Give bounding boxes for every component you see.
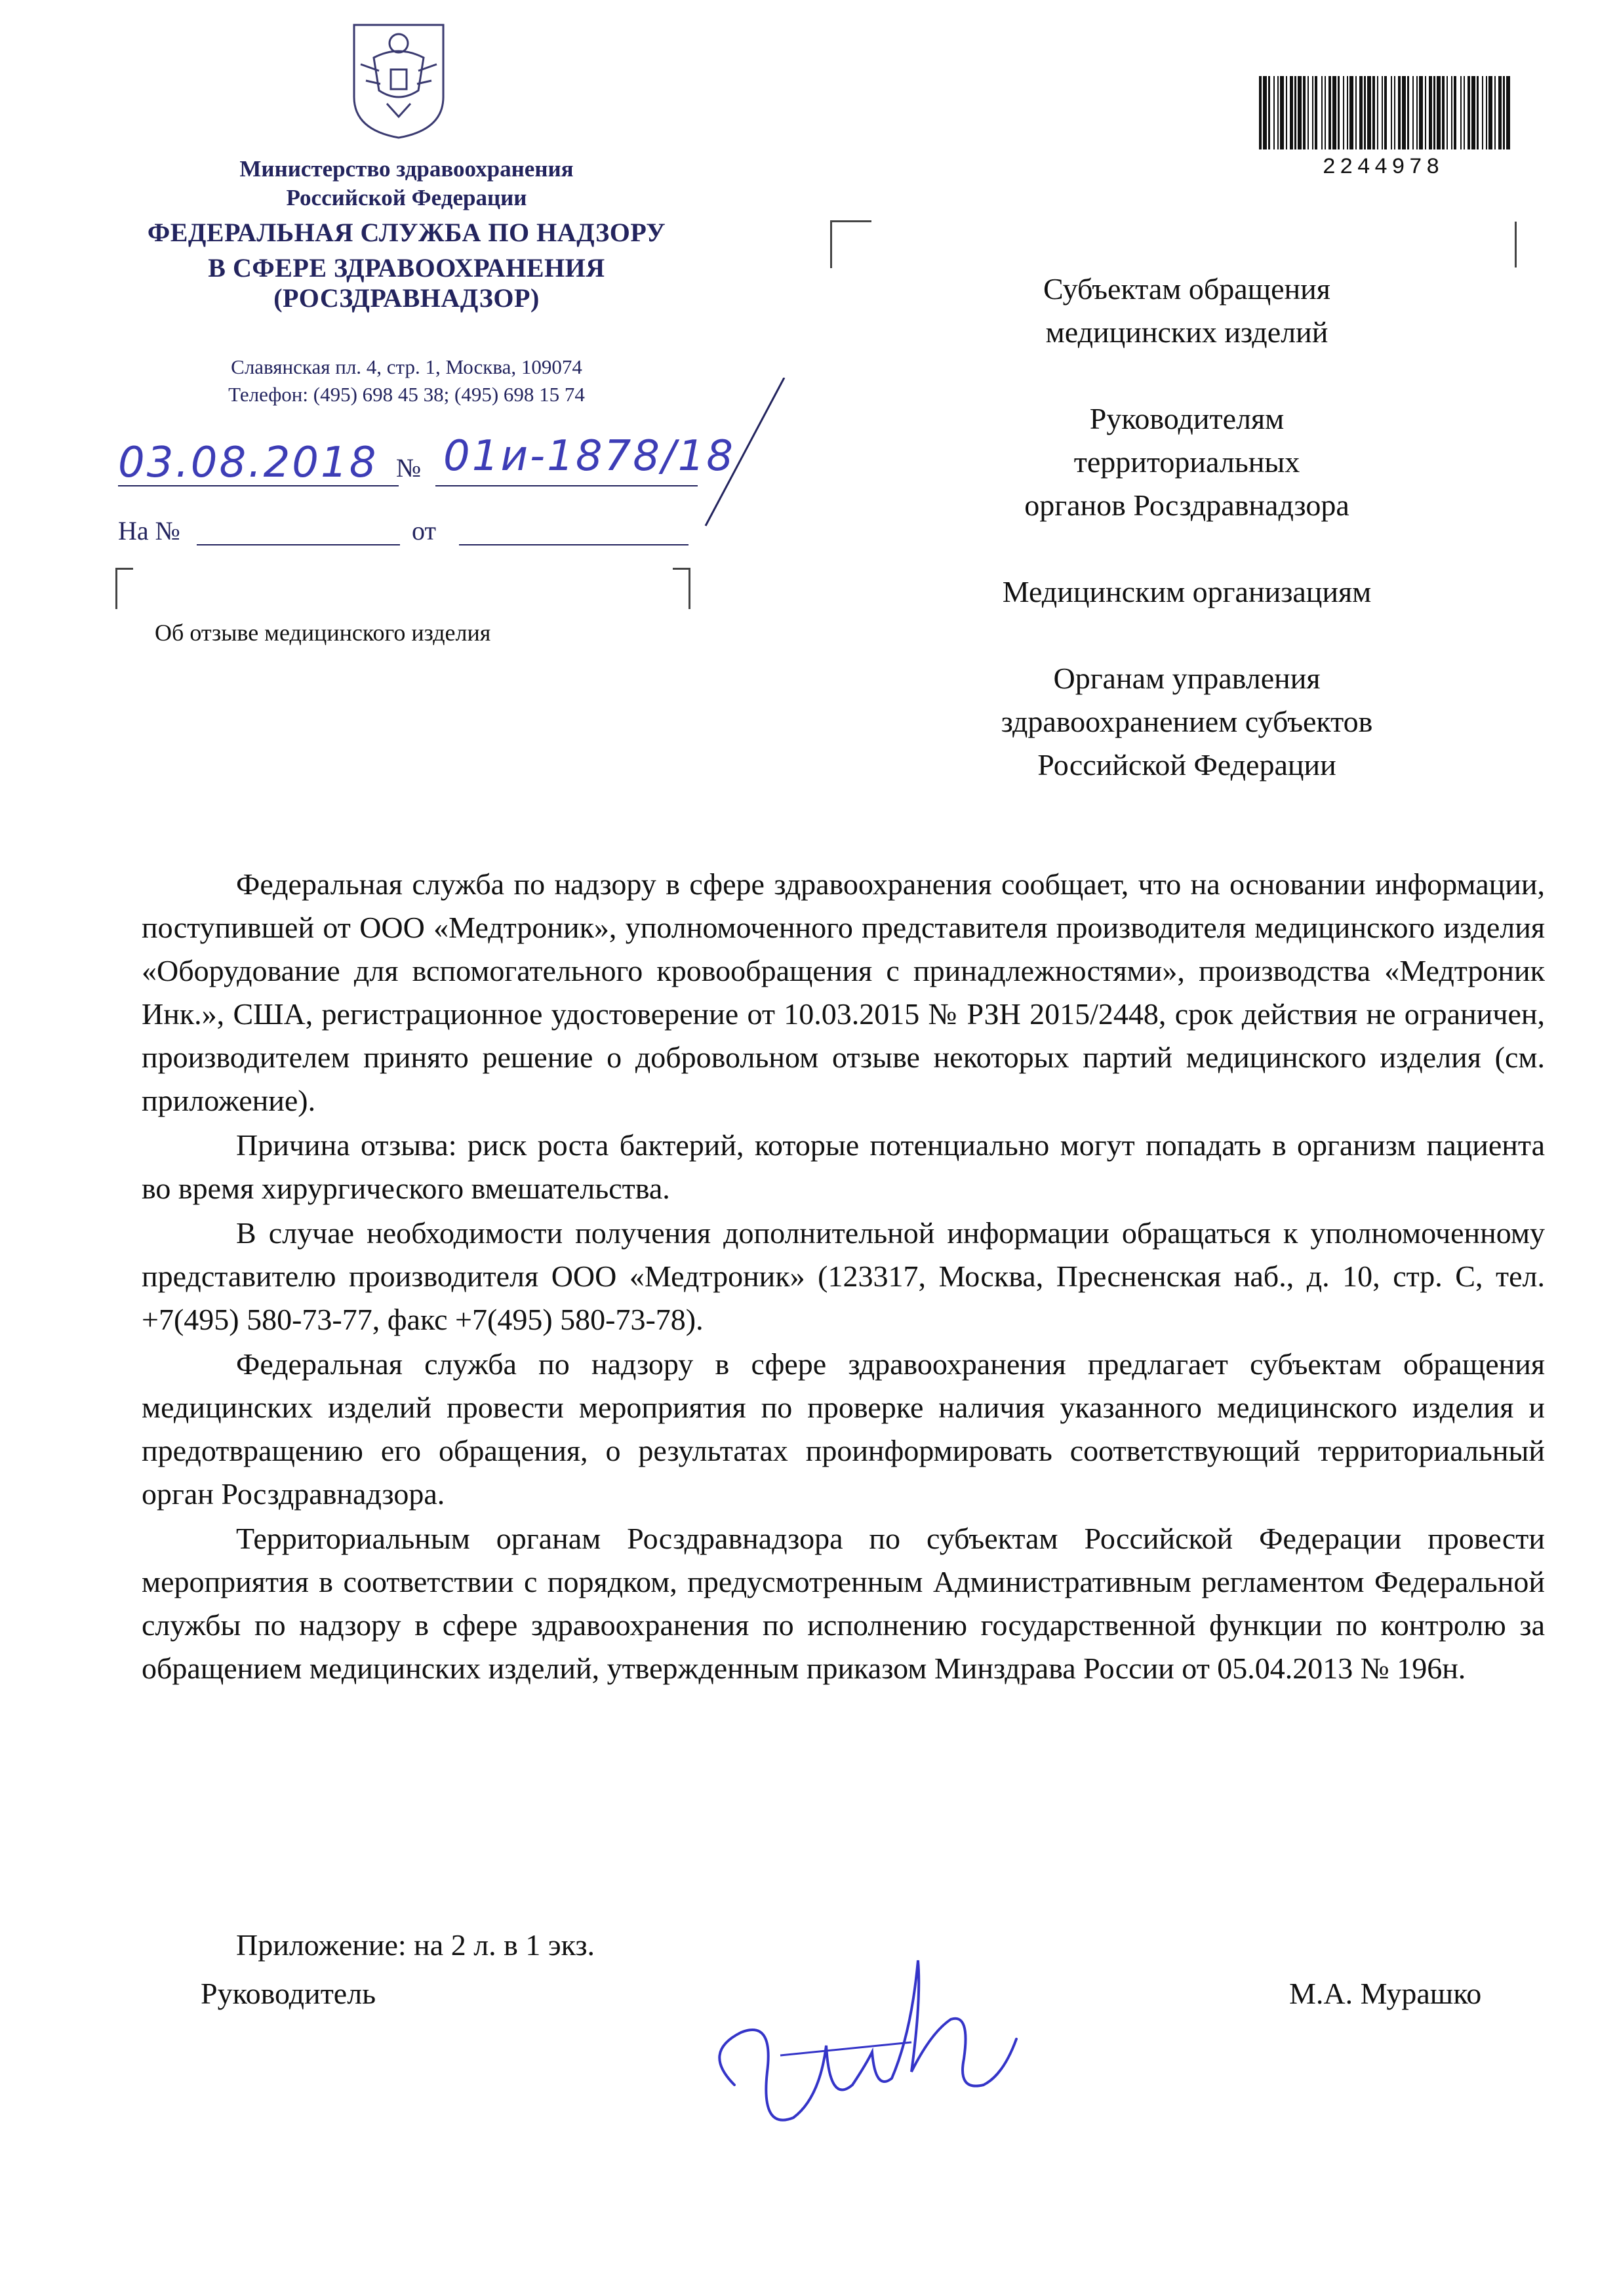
barcode-bar [1347, 76, 1348, 149]
phone-line: Телефон: (495) 698 45 38; (495) 698 15 74 [228, 383, 585, 406]
barcode-bar [1486, 76, 1487, 149]
barcode-bar [1298, 76, 1302, 149]
barcode-bar [1268, 76, 1270, 149]
barcode-bar [1477, 76, 1479, 149]
barcode-bar [1482, 76, 1483, 149]
barcode-number: 2244978 [1322, 155, 1444, 180]
barcode-bar [1429, 76, 1432, 149]
barcode-bar [1382, 76, 1383, 149]
addressee-line: медицинских изделий [1045, 315, 1328, 349]
barcode-bar [1498, 76, 1502, 149]
barcode-bar [1321, 76, 1323, 149]
barcode-bar [1355, 76, 1357, 149]
barcode-bar [1364, 76, 1366, 149]
barcode-bar [1454, 76, 1456, 149]
addressee-line: Руководителям [1089, 402, 1285, 435]
addressee-block [905, 267, 1469, 830]
from-date-field [459, 544, 689, 545]
addressee-group [905, 267, 1469, 354]
barcode-bar [1447, 76, 1448, 149]
barcode-bar [1425, 76, 1426, 149]
letter-body [142, 863, 1545, 1692]
barcode-bar [1343, 76, 1344, 149]
addressee-line: Медицинским организациям [1002, 575, 1372, 608]
barcode-bar [1290, 76, 1293, 149]
barcode-bar [1308, 76, 1309, 149]
barcode-bar [1451, 76, 1452, 149]
barcode-bar [1488, 76, 1492, 149]
barcode-bar [1391, 76, 1392, 149]
barcode-bar [1303, 76, 1306, 149]
handwritten-reg-number: 01и-1878/18 [443, 432, 735, 481]
barcode-bar [1273, 76, 1275, 149]
barcode-bar [1398, 76, 1401, 149]
barcode-bar [1494, 76, 1496, 149]
barcode-bar [1359, 76, 1363, 149]
on-number-label: На № [118, 516, 180, 545]
barcode-bars [1255, 73, 1511, 152]
barcode-bar [1433, 76, 1435, 149]
barcode-bar [1263, 76, 1267, 149]
barcode-bar [1503, 76, 1505, 149]
barcode-bar [1416, 76, 1418, 149]
barcode-bar [1460, 76, 1462, 149]
barcode-bar [1506, 76, 1510, 149]
attachment-note: Приложение: на 2 л. в 1 экз. [236, 1928, 595, 1962]
service-name-line-1: ФЕДЕРАЛЬНАЯ СЛУЖБА ПО НАДЗОРУ [147, 218, 666, 247]
addressee-group [905, 570, 1469, 614]
barcode-bar [1437, 76, 1441, 149]
slash-stroke [679, 378, 797, 528]
body-paragraph: Причина отзыва: риск роста бактерий, которые потенциально могут попадать в организм пациента во время хирургического вмешательства. [142, 1128, 1545, 1205]
addressee-line: Российской Федерации [1037, 748, 1336, 782]
barcode-bar [1349, 76, 1353, 149]
date-underline [118, 485, 399, 486]
number-underline [435, 485, 698, 486]
addressee-bracket-right [1515, 222, 1519, 267]
barcode-bar [1367, 76, 1371, 149]
signatory-name: М.А. Мурашко [1289, 1977, 1482, 2010]
barcode-bar [1402, 76, 1406, 149]
barcode-bar [1412, 76, 1414, 149]
ministry-name-line-1: Министерство здравоохранения [239, 156, 574, 182]
subject-bracket-left [115, 568, 133, 609]
barcode-bar [1384, 76, 1387, 149]
barcode-bar [1394, 76, 1395, 149]
handwritten-date: 03.08.2018 [118, 439, 378, 487]
addressee-line: территориальных [1073, 445, 1300, 479]
number-label: № [396, 453, 422, 483]
address-line: Славянская пл. 4, стр. 1, Москва, 109074 [231, 355, 582, 378]
coat-of-arms-emblem [341, 18, 456, 140]
barcode-bar [1471, 76, 1475, 149]
signatory-title: Руководитель [201, 1977, 376, 2010]
barcode [1255, 73, 1511, 191]
barcode-bar [1312, 76, 1313, 149]
addressee-line: Субъектам обращения [1043, 272, 1330, 306]
barcode-bar [1259, 76, 1262, 149]
body-paragraph: Федеральная служба по надзору в сфере здравоохранения предлагает субъектам обращения медицинских изделий провести мероприятия по проверке наличия указанного медицинского изделия и предотвращению его обращения, о результатах проинформировать соответствующий территориальный орган Росздравнадзора. [142, 1347, 1545, 1511]
subject-bracket-right [673, 568, 690, 609]
addressee-line: органов Росздравнадзора [1024, 488, 1349, 522]
addressee-group [905, 397, 1469, 527]
addressee-bracket-left [830, 220, 871, 268]
addressee-line: Органам управления [1053, 662, 1321, 695]
barcode-bar [1442, 76, 1445, 149]
ministry-name-line-2: Российской Федерации [286, 185, 527, 210]
body-paragraph: В случае необходимости получения дополнительной информации обращаться к уполномоченному представителю производителя ООО «Медтроник» (123317, Москва, Пресненская наб., д. 10, стр. С, тел. +7(495) 580-73-77, факс +7(495) 580-73-78). [142, 1216, 1545, 1336]
barcode-bar [1315, 76, 1317, 149]
barcode-bar [1286, 76, 1287, 149]
from-label: от [412, 516, 436, 545]
body-paragraph: Территориальным органам Росздравнадзора по субъектам Российской Федерации провести мероприятия в соответствии с порядком, предусмотренным Административным регламентом Федеральной службы по надзору в сфере здравоохранения по исполнению государственной функции по контролю за обращением медицинских изделий, утвержденным приказом Минздрава России от 05.04.2013 № 196н. [142, 1522, 1545, 1685]
addressee-group [905, 657, 1469, 787]
handwritten-signature [695, 1921, 1036, 2144]
barcode-bar [1467, 76, 1470, 149]
barcode-bar [1332, 76, 1336, 149]
barcode-bar [1407, 76, 1409, 149]
barcode-bar [1328, 76, 1331, 149]
on-number-field [197, 544, 400, 545]
barcode-bar [1372, 76, 1375, 149]
service-name-line-3: (РОСЗДРАВНАДЗОР) [273, 283, 540, 313]
barcode-bar [1325, 76, 1326, 149]
service-name-line-2: В СФЕРЕ ЗДРАВООХРАНЕНИЯ [208, 253, 605, 283]
barcode-bar [1294, 76, 1296, 149]
addressee-line: здравоохранением субъектов [1001, 705, 1373, 738]
barcode-bar [1419, 76, 1423, 149]
barcode-bar [1377, 76, 1378, 149]
subject-line: Об отзыве медицинского изделия [155, 620, 491, 646]
barcode-bar [1277, 76, 1279, 149]
barcode-bar [1280, 76, 1284, 149]
barcode-bar [1464, 76, 1465, 149]
body-paragraph: Федеральная служба по надзору в сфере здравоохранения сообщает, что на основании информации, поступившей от ООО «Медтроник», уполномоченного представителя производителя медицинского изделия «Оборудование для вспомогательного кровообращения с принадлежностями», производства «Медтроник Инк.», США, регистрационное удостоверение от 10.03.2015 № РЗН 2015/2448, срок действия не ограничен, производителем принято решение о добровольном отзыве некоторых партий медицинского изделия (см. приложение). [142, 867, 1545, 1117]
barcode-bar [1338, 76, 1340, 149]
